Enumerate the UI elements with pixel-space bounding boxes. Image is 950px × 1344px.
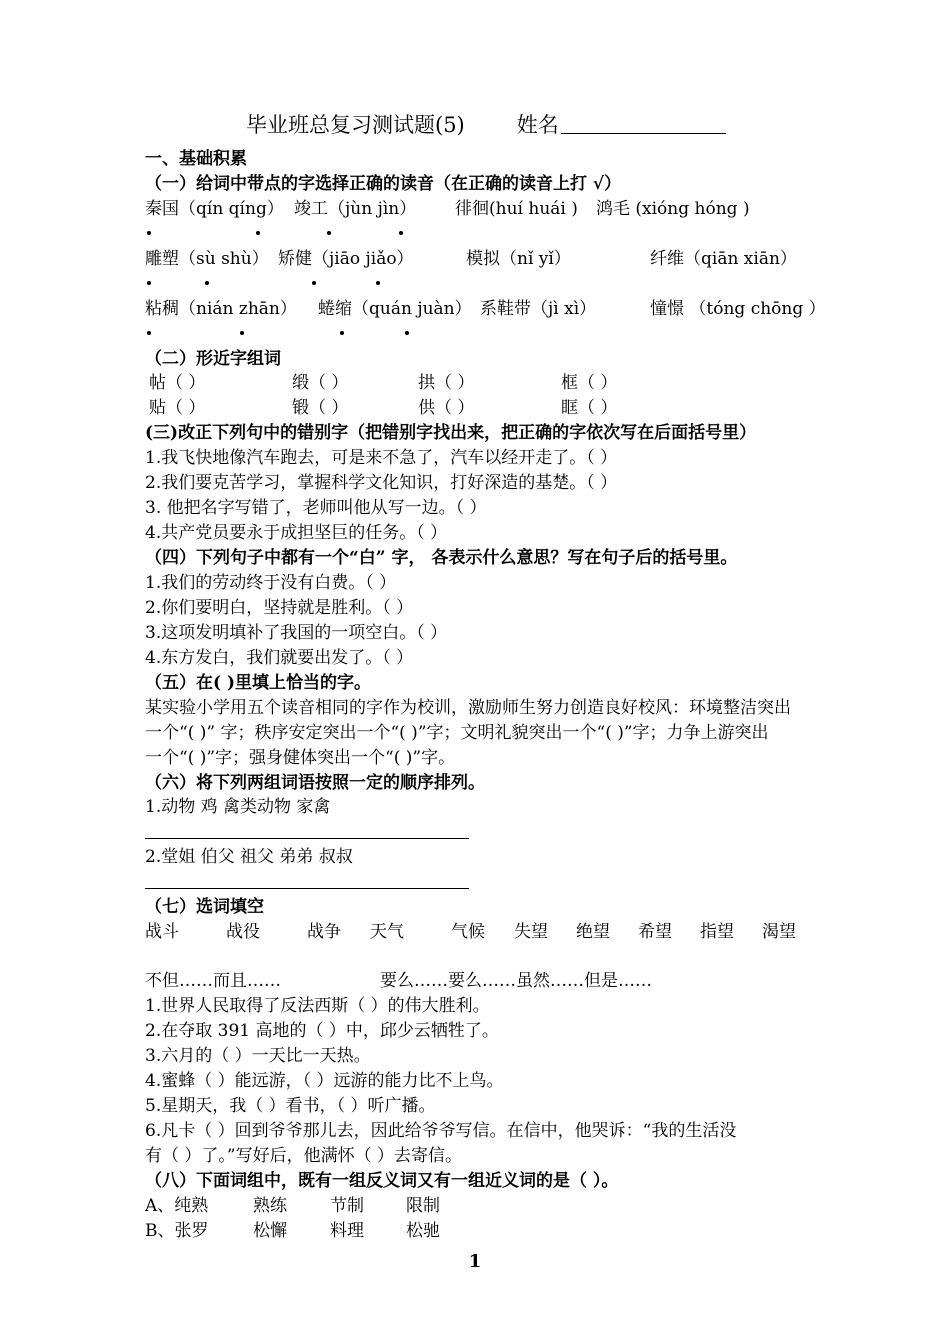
emphasis-dot — [399, 231, 403, 235]
q5-heading: （五）在( )里填上恰当的字。 — [145, 673, 372, 693]
pinyin-item: 雕塑（sù shù） — [145, 249, 269, 269]
q7-item: 4.蜜蜂（ ）能远游，（ ）远游的能力比不上鸟。 — [145, 1071, 504, 1091]
q3-item: 1.我飞快地像汽车跑去，可是来不急了，汽车以经开走了。（ ） — [145, 448, 618, 468]
q8-option-cell: A、纯熟 — [145, 1196, 209, 1216]
emphasis-dot — [405, 331, 409, 335]
q6-heading: （六）将下列两组词语按照一定的顺序排列。 — [145, 773, 485, 793]
pinyin-item: 蜷缩（quán juàn） — [318, 299, 472, 319]
answer-line[interactable] — [145, 888, 469, 889]
q8-option-cell: 限制 — [406, 1196, 440, 1216]
q4-item: 1.我们的劳动终于没有白费。（ ） — [145, 573, 397, 593]
q8-option-cell: 料理 — [330, 1221, 364, 1241]
emphasis-dot — [147, 231, 151, 235]
word-bank-item: 天气 — [370, 922, 404, 942]
char-item: 锻（ ） — [292, 398, 349, 418]
q8-option-cell: 熟练 — [253, 1196, 287, 1216]
q4-item: 4.东方发白，我们就要出发了。（ ） — [145, 648, 414, 668]
q8-heading: （八）下面词组中，既有一组反义词又有一组近义词的是（ ）。 — [145, 1171, 619, 1191]
word-bank-item: 渴望 — [762, 922, 796, 942]
q4-item: 2.你们要明白，坚持就是胜利。（ ） — [145, 598, 414, 618]
q7-item: 有（ ）了。”写好后，他满怀（ ）去寄信。 — [145, 1146, 462, 1166]
q4-heading: （四）下列句子中都有一个“白” 字， 各表示什么意思？写在句子后的括号里。 — [145, 548, 738, 568]
page-number: 1 — [468, 1251, 482, 1272]
pinyin-item: 鸿毛 (xióng hóng ) — [596, 199, 750, 219]
emphasis-dot — [312, 281, 316, 285]
q6-item: 2.堂姐 伯父 祖父 弟弟 叔叔 — [145, 847, 353, 867]
word-bank-item: 绝望 — [576, 922, 610, 942]
pinyin-item: 矫健（jiāo jiǎo） — [278, 249, 414, 269]
char-item: 框（ ） — [561, 373, 618, 393]
q3-item: 2.我们要克苦学习，掌握科学文化知识，打好深造的基楚。（ ） — [145, 473, 618, 493]
q8-option-cell: 松懈 — [253, 1221, 287, 1241]
answer-line[interactable] — [145, 838, 469, 839]
emphasis-dot — [256, 231, 260, 235]
pinyin-item: 憧憬 （tóng chōng ） — [650, 299, 826, 319]
title-text: 毕业班总复习测试题(5) — [246, 113, 465, 137]
emphasis-dot — [327, 231, 331, 235]
q7-item: 6.凡卡（ ）回到爷爷那儿去，因此给爷爷写信。在信中，他哭诉：“我的生活没 — [145, 1121, 737, 1141]
pinyin-item: 纤维（qiān xiān） — [650, 249, 797, 269]
emphasis-dot — [205, 281, 209, 285]
pinyin-item: 系鞋带（jì xì） — [480, 299, 597, 319]
q8-option-cell: 松驰 — [406, 1221, 440, 1241]
emphasis-dot — [340, 331, 344, 335]
word-bank-item: 战役 — [226, 922, 260, 942]
pinyin-item: 模拟（nǐ yǐ） — [466, 249, 571, 269]
word-bank-item: 气候 — [451, 922, 485, 942]
q5-text-line: 某实验小学用五个读音相同的字作为校训，激励师生努力创造良好校风：环境整洁突出 — [145, 698, 791, 718]
q2-heading: （二）形近字组词 — [145, 349, 281, 369]
char-item: 供（ ） — [418, 398, 475, 418]
q3-item: 4.共产党员要永于成担坚巨的任务。（ ） — [145, 523, 448, 543]
name-blank[interactable] — [561, 113, 726, 134]
pinyin-item: 秦国（qín qíng） — [145, 199, 284, 219]
char-item: 缎（ ） — [292, 373, 349, 393]
name-label: 姓名 — [516, 113, 559, 137]
pinyin-item: 竣工（jùn jìn） — [294, 199, 417, 219]
q5-text-line: 一个“( )”字；强身健体突出一个“( )”字。 — [145, 748, 456, 768]
conjunction-item: 不但……而且…… — [145, 971, 281, 991]
q8-option-cell: B、张罗 — [145, 1221, 209, 1241]
emphasis-dot — [240, 331, 244, 335]
q7-item: 1.世界人民取得了反法西斯（ ）的伟大胜利。 — [145, 996, 490, 1016]
q7-item: 5.星期天，我（ ）看书，（ ）听广播。 — [145, 1096, 436, 1116]
q3-heading: (三)改正下列句中的错别字（把错别字找出来，把正确的字依次写在后面括号里） — [145, 423, 757, 443]
char-item: 帖（ ） — [149, 373, 206, 393]
q7-heading: （七）选词填空 — [145, 897, 264, 917]
exam-title — [246, 109, 726, 139]
q6-item: 1.动物 鸡 禽类动物 家禽 — [145, 797, 331, 817]
emphasis-dot — [147, 281, 151, 285]
q4-item: 3.这项发明填补了我国的一项空白。（ ） — [145, 623, 448, 643]
emphasis-dot — [376, 281, 380, 285]
char-item: 拱（ ） — [418, 373, 475, 393]
emphasis-dot — [147, 331, 151, 335]
char-item: 贴（ ） — [149, 398, 206, 418]
word-bank-item: 失望 — [514, 922, 548, 942]
q5-text-line: 一个“( )” 字；秩序安定突出一个“( )”字；文明礼貌突出一个“( )”字；力争上游突出 — [145, 723, 769, 743]
word-bank-item: 希望 — [638, 922, 672, 942]
q3-item: 3. 他把名字写错了，老师叫他从写一边。（ ） — [145, 498, 487, 518]
q7-item: 2.在夺取 391 高地的（ ）中，邱少云牺牲了。 — [145, 1021, 499, 1041]
char-item: 眶（ ） — [561, 398, 618, 418]
conjunction-item: 要么……要么……虽然……但是…… — [380, 971, 652, 991]
q1-heading: （一）给词中带点的字选择正确的读音（在正确的读音上打 √） — [145, 174, 622, 194]
q8-option-cell: 节制 — [330, 1196, 364, 1216]
word-bank-item: 战斗 — [145, 922, 179, 942]
section-heading: 一、基础积累 — [145, 149, 247, 169]
pinyin-item: 粘稠（nián zhān） — [145, 299, 297, 319]
q7-item: 3.六月的（ ）一天比一天热。 — [145, 1046, 371, 1066]
pinyin-item: 徘徊(huí huái ) — [455, 199, 578, 219]
word-bank-item: 指望 — [700, 922, 734, 942]
word-bank-item: 战争 — [307, 922, 341, 942]
